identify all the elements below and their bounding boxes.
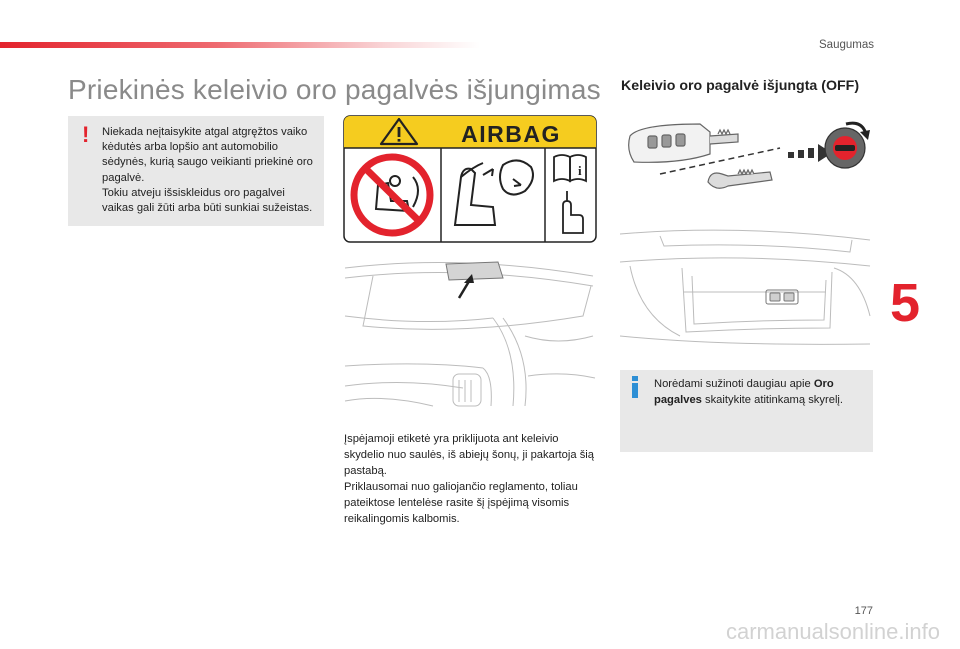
info-icon (632, 376, 638, 398)
dashboard-illustration (620, 196, 873, 356)
warning-text (102, 125, 318, 216)
chapter-number: 5 (890, 273, 921, 333)
remote-key-icon (629, 124, 738, 162)
key-switch-illustration (620, 110, 873, 210)
watermark: carmanualsonline.info (725, 619, 940, 644)
airbag-warning-label (343, 115, 597, 243)
info-prefix: Norėdami sužinoti daugiau apie (654, 378, 814, 390)
no-child-seat-icon (354, 157, 430, 233)
chapter-accent-bar (0, 42, 480, 48)
info-link-text: Oro pagalves (654, 378, 834, 406)
exclamation-icon: ! (82, 122, 90, 147)
caption-line: Įspėjamoji etiketė yra priklijuota ant keleivio skydelio nuo saulės, iš abiejų šonų, ji pakartoja šią pastabą. (344, 433, 594, 478)
info-text (654, 377, 864, 408)
key-blade-icon (708, 170, 772, 188)
page-number: 177 (854, 605, 873, 617)
svg-text:i: i (578, 163, 582, 178)
warning-line: Tokiu atveju išsiskleidus oro pagalvei vaikas gali žūti arba būti sunkiai sužeistas. (102, 186, 313, 215)
airbag-switch-icon (825, 123, 870, 168)
sun-visor-illustration (343, 256, 597, 416)
info-suffix: skaitykite atitinkamą skyrelį. (701, 393, 844, 406)
info-box (620, 370, 873, 452)
section-name: Saugumas (819, 39, 874, 51)
warning-line: Niekada neįtaisykite atgal atgręžtos vaiko kėdutės arba lopšio ant automobilio sėdynės, kurią saugo veikianti priekinė oro pagalvė. (102, 126, 313, 184)
page-title: Priekinės keleivio oro pagalvės išjungimas (68, 74, 601, 105)
label-caption (344, 431, 600, 528)
caption-line: Priklausomai nuo galiojančio reglamento, toliau pateiktose lentelėse rasite šį įspėjimą visomis reikalingomis kalbomis. (344, 481, 578, 526)
airbag-text: AIRBAG (461, 121, 561, 147)
warning-box (68, 116, 324, 226)
section-subtitle: Keleivio oro pagalvė išjungta (OFF) (621, 78, 860, 94)
